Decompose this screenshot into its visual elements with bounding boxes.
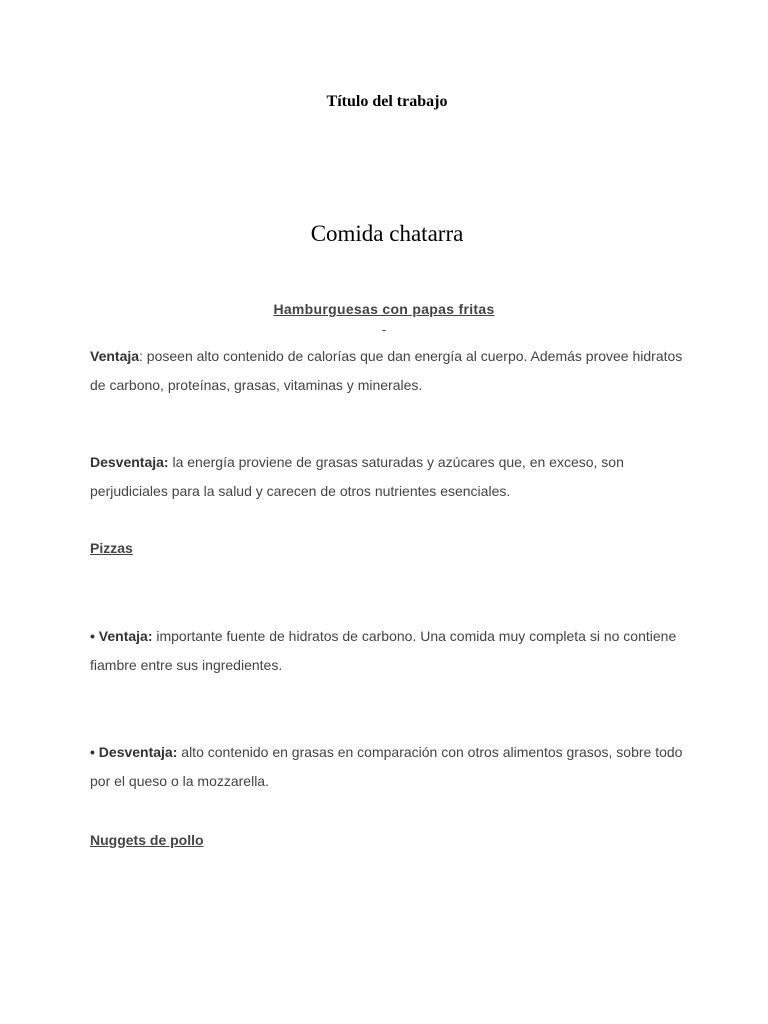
paragraph-pizzas-desventaja [90, 738, 690, 796]
work-title: Título del trabajo [326, 93, 448, 110]
ventaja-text: : poseen alto contenido de calorías que dan energía al cuerpo. Además provee hidratos de carbono, proteínas, grasas, vitaminas y minerales. [90, 348, 683, 393]
section-heading-pizzas: Pizzas [90, 540, 133, 556]
desventaja-label: • Desventaja: [90, 744, 178, 760]
paragraph-pizzas-ventaja [90, 622, 690, 680]
main-title: Comida chatarra [310, 221, 464, 246]
section-heading-nuggets: Nuggets de pollo [90, 832, 204, 848]
paragraph-hamburguesas-desventaja [90, 448, 690, 506]
ventaja-label: Ventaja [90, 348, 140, 364]
ventaja-text: importante fuente de hidratos de carbono. Una comida muy completa si no contiene fiambre entre sus ingredientes. [90, 628, 677, 673]
section-heading-hamburguesas: Hamburguesas con papas fritas [273, 301, 495, 317]
section-separator: - [381, 322, 387, 337]
ventaja-label: • Ventaja: [90, 628, 153, 644]
desventaja-label: Desventaja: [90, 454, 169, 470]
desventaja-text: alto contenido en grasas en comparación con otros alimentos grasos, sobre todo por el queso o la mozzarella. [90, 744, 683, 789]
paragraph-hamburguesas-ventaja [90, 342, 690, 400]
desventaja-text: la energía proviene de grasas saturadas y azúcares que, en exceso, son perjudiciales para la salud y carecen de otros nutrientes esenciales. [90, 454, 624, 499]
